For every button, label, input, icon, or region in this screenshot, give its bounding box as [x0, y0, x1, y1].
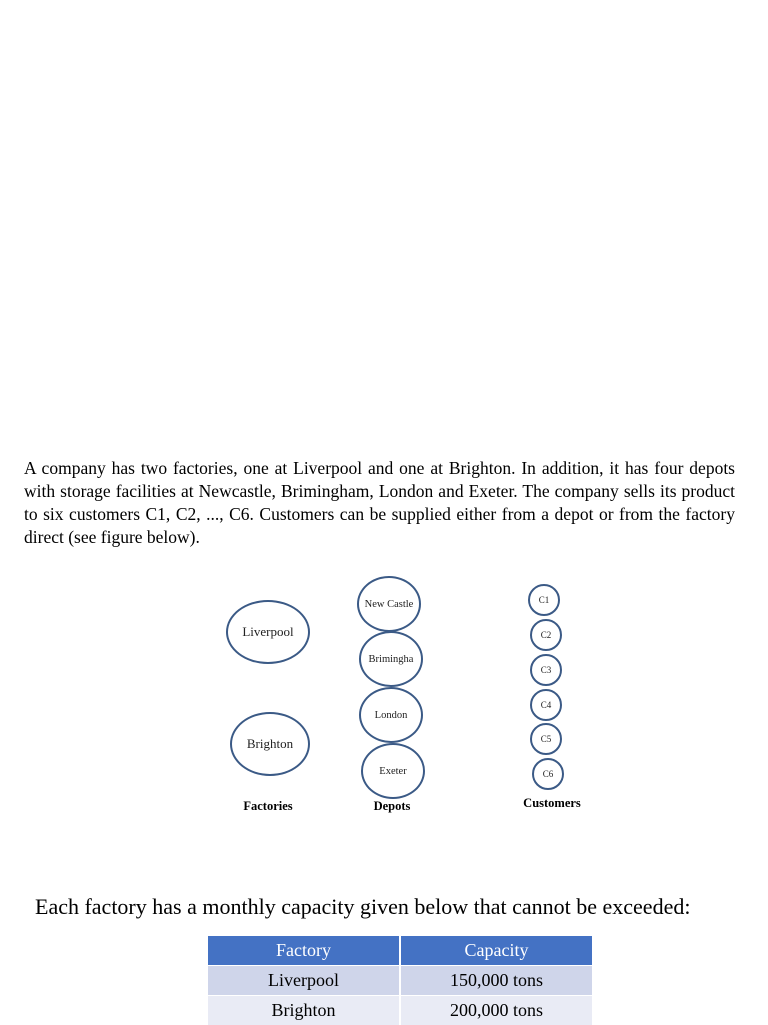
- intro-paragraph: A company has two factories, one at Liverpool and one at Brighton. In addition, it has four depots with storage facilities at Newcastle, Brimingham, London and Exeter. The company sells its product to six customers C1, C2, ..., C6. Customers can be supplied either from a depot or from the factory direct (see figure below).: [24, 457, 735, 549]
- customer-node-c1: [528, 584, 560, 616]
- factory-label: Brighton: [247, 736, 293, 752]
- factory-node-brighton: [230, 712, 310, 776]
- depot-node-newcastle: [357, 576, 421, 632]
- customer-label: C2: [541, 630, 552, 640]
- factory-cell: Brighton: [208, 996, 400, 1025]
- customer-label: C3: [541, 665, 552, 675]
- table-row: [208, 996, 592, 1025]
- factory-cell: Liverpool: [208, 966, 400, 996]
- depot-node-brimingham: [359, 631, 423, 687]
- factories-label: Factories: [228, 799, 308, 814]
- capacity-table: [208, 936, 592, 1025]
- depot-label: New Castle: [365, 599, 414, 610]
- customer-node-c3: [530, 654, 562, 686]
- customer-label: C1: [539, 595, 550, 605]
- depot-label: Brimingha: [369, 654, 414, 665]
- depot-node-exeter: [361, 743, 425, 799]
- depot-node-london: [359, 687, 423, 743]
- column-header-capacity: Capacity: [400, 936, 592, 966]
- capacity-cell: 150,000 tons: [400, 966, 592, 996]
- depot-label: London: [375, 710, 408, 721]
- table-row: [208, 966, 592, 996]
- capacity-sentence: Each factory has a monthly capacity given below that cannot be exceeded:: [35, 894, 690, 920]
- depots-label: Depots: [356, 799, 428, 814]
- capacity-cell: 200,000 tons: [400, 996, 592, 1025]
- customer-node-c5: [530, 723, 562, 755]
- column-header-factory: Factory: [208, 936, 400, 966]
- customer-label: C5: [541, 734, 552, 744]
- depot-label: Exeter: [379, 766, 406, 777]
- customers-label: Customers: [512, 796, 592, 811]
- customer-node-c2: [530, 619, 562, 651]
- factory-node-liverpool: [226, 600, 310, 664]
- customer-node-c4: [530, 689, 562, 721]
- table-header-row: [208, 936, 592, 966]
- customer-node-c6: [532, 758, 564, 790]
- customer-label: C4: [541, 700, 552, 710]
- customer-label: C6: [543, 769, 554, 779]
- factory-label: Liverpool: [242, 624, 293, 640]
